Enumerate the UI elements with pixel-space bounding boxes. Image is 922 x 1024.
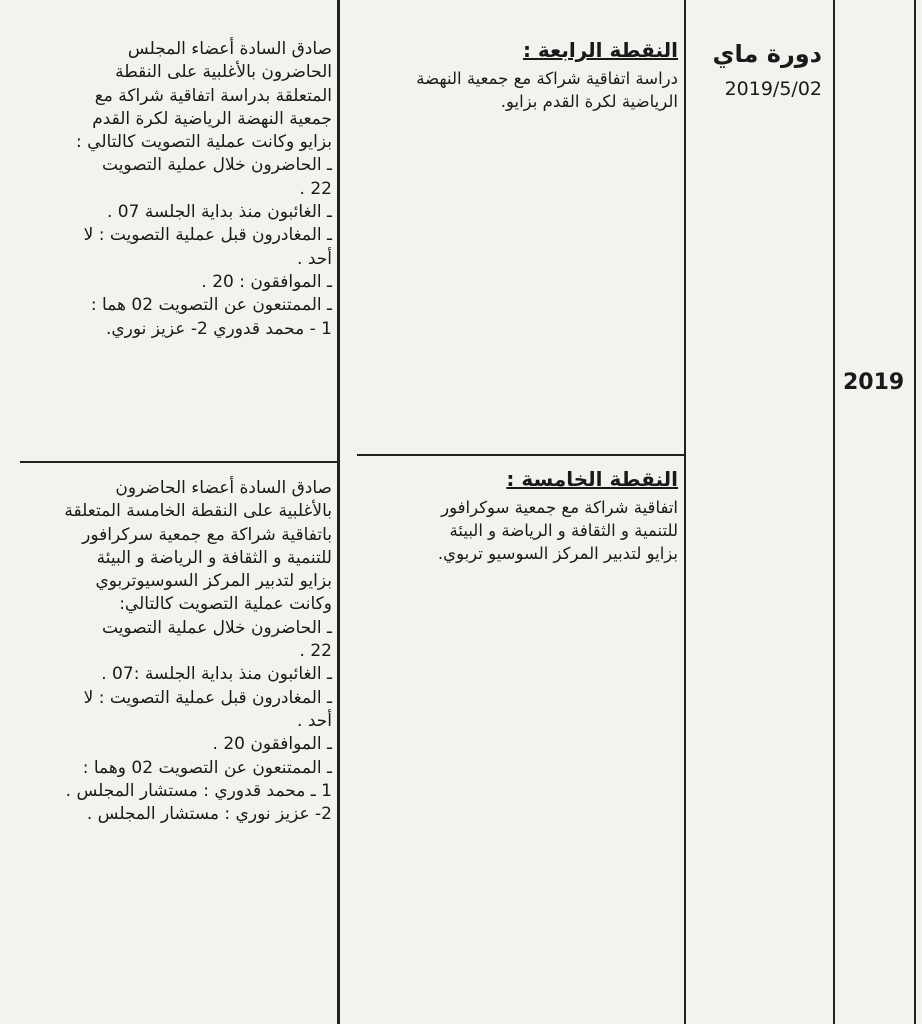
decision-line: ـ الغائبون منذ بداية الجلسة :07 . [101, 664, 332, 685]
agenda-point-description [345, 67, 678, 113]
decision-line: 22 . [299, 641, 332, 662]
decision-line: ـ الموافقون : 20 . [201, 271, 332, 292]
decision-line: ـ المغادرون قبل عملية التصويت : لا [83, 225, 332, 246]
decision-line: ـ الموافقون 20 . [212, 734, 332, 755]
decision-line: أحد . [297, 248, 332, 269]
description-line: دراسة اتفاقية شراكة مع جمعية النهضة [416, 69, 678, 88]
description-line: الرياضية لكرة القدم بزايو. [500, 92, 678, 111]
table-border-left [337, 0, 340, 1024]
decision-line: باتفاقية شراكة مع جمعية سركرافور [82, 524, 332, 545]
decision-line: أحد . [297, 710, 332, 731]
decision-line: الحاضرون بالأغلبية على النقطة [115, 62, 332, 83]
decision-point-5 [10, 477, 332, 826]
decision-line: جمعية النهضة الرياضية لكرة القدم [92, 108, 332, 129]
table-border-right [914, 0, 916, 1024]
decision-line: بزايو لتدبير المركز السوسيوتربوي [95, 571, 332, 592]
decision-line: ـ الغائبون منذ بداية الجلسة 07 . [106, 202, 332, 223]
decision-divider [20, 461, 337, 463]
session-title: دورة ماي [712, 40, 822, 68]
table-border-points [684, 0, 686, 1024]
decision-line: ـ الممتنعون عن التصويت 02 وهما : [82, 757, 332, 778]
agenda-point-5 [345, 467, 678, 565]
decision-line: 22 . [299, 178, 332, 199]
description-line: اتفاقية شراكة مع جمعية سوكرافور [441, 498, 678, 517]
decision-line: صادق السادة أعضاء الحاضرون [115, 478, 332, 498]
agenda-point-description [345, 496, 678, 565]
agenda-point-title: النقطة الرابعة : [522, 38, 678, 62]
decision-line: ـ الحاضرون خلال عملية التصويت [102, 617, 332, 638]
decision-line: بالأغلبية على النقطة الخامسة المتعلقة [64, 501, 332, 522]
point-divider [357, 454, 684, 456]
session-cell [690, 40, 822, 100]
decision-line: للتنمية و الثقافة و الرياضة و البيئة [96, 547, 332, 568]
agenda-point-title: النقطة الخامسة : [506, 467, 678, 491]
decision-line: المتعلقة بدراسة اتفاقية شراكة مع [94, 85, 332, 106]
decision-line: صادق السادة أعضاء المجلس [127, 39, 332, 59]
decision-line: 1 ـ محمد قدوري : مستشار المجلس . [65, 780, 332, 801]
decision-line: وكانت عملية التصويت كالتالي: [119, 594, 332, 615]
description-line: بزايو لتدبير المركز السوسيو تربوي. [437, 544, 678, 563]
decision-line: ـ المغادرون قبل عملية التصويت : لا [83, 687, 332, 708]
decision-line: 2- عزيز نوري : مستشار المجلس . [86, 804, 332, 825]
session-date: 2019/5/02 [724, 78, 822, 100]
decision-point-4 [10, 38, 332, 341]
agenda-point-4 [345, 38, 678, 113]
description-line: للتنمية و الثقافة و الرياضة و البيئة [449, 521, 678, 540]
decision-line: 1 - محمد قدوري 2- عزيز نوري. [105, 318, 332, 339]
decision-line: ـ الممتنعون عن التصويت 02 هما : [90, 295, 332, 316]
decision-line: بزايو وكانت عملية التصويت كالتالي : [76, 132, 332, 153]
year-cell: 2019 [843, 370, 905, 395]
table-border-session [833, 0, 835, 1024]
decision-line: ـ الحاضرون خلال عملية التصويت [102, 155, 332, 176]
